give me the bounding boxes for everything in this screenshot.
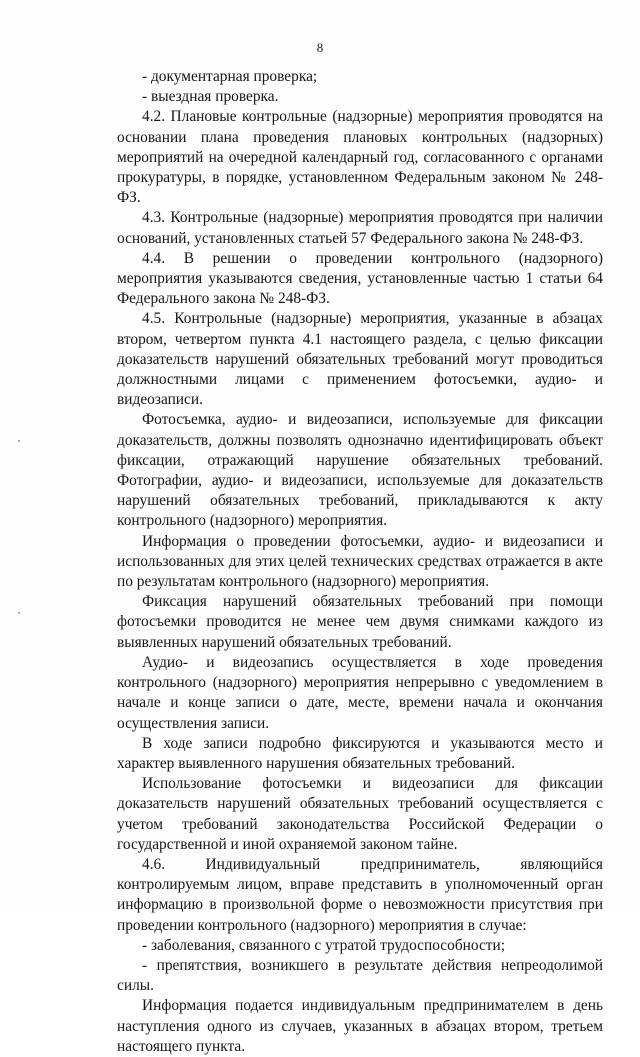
document-body (117, 67, 603, 1057)
paragraph-4-2: 4.2. Плановые контрольные (надзорные) мероприятия проводятся на основании плана проведения плановых контрольных (надзорных) мероприятий на очередной календарный год, согласованного с органами прокуратуры, в порядке, установленном Федеральным законом № 248-ФЗ. (117, 108, 603, 207)
page-number: 8 (316, 40, 324, 55)
paragraph-audio-video: Аудио- и видеозапись осуществляется в ходе проведения контрольного (надзорного) мероприятия непрерывно с уведомлением в начале и конце записи о дате, месте, времени начала и окончания осуществления записи. (117, 653, 603, 732)
list-item-illness: - заболевания, связанного с утратой трудоспособности; (142, 936, 506, 954)
paragraph-4-6: 4.6. Индивидуальный предприниматель, являющийся контролируемым лицом, вправе представить в уполномоченный орган информацию в произвольной форме о невозможности присутствия при проведении контрольного (надзорного) мероприятия в случае: (117, 855, 603, 934)
paragraph-4-4: 4.4. В решении о проведении контрольного (надзорного) мероприятия указываются сведения, установленные частью 1 статьи 64 Федерального закона № 248-ФЗ. (117, 249, 603, 308)
paragraph-4-5: 4.5. Контрольные (надзорные) мероприятия, указанные в абзацах втором, четвертом пункта 4.1 настоящего раздела, с целью фиксации доказательств нарушений обязательных требований могут проводиться должностными лицами с применением фотосъемки, аудио- и видеозаписи. (117, 310, 603, 409)
paragraph-info-submission: Информация подается индивидуальным предпринимателем в день наступления одного из случаев, указанных в абзацах втором, третьем настоящего пункта. (117, 997, 603, 1055)
paragraph-4-3: 4.3. Контрольные (надзорные) мероприятия проводятся при наличии оснований, установленных статьей 57 Федерального закона № 248-ФЗ. (117, 209, 603, 247)
paragraph-photo-fixation: Фиксация нарушений обязательных требований при помощи фотосъемки проводится не менее чем двумя снимками каждого из выявленных нарушений обязательных требований. (117, 593, 603, 651)
paragraph-photo-requirements: Фотосъемка, аудио- и видеозаписи, используемые для фиксации доказательств, должны позволять однозначно идентифицировать объект фиксации, отражающий нарушение обязательных требований. Фотографии, аудио- и видеозаписи, используемые для доказательств нарушений обязательных требований, прикладываются к акту контрольного (надзорного) мероприятия. (117, 411, 603, 530)
margin-mark (18, 440, 20, 442)
paragraph-recording-info: Информация о проведении фотосъемки, аудио- и видеозаписи и использованных для этих целей технических средствах отражается в акте по результатам контрольного (надзорного) мероприятия. (117, 532, 603, 591)
list-item-onsite-check: - выездная проверка. (142, 88, 279, 106)
list-item-documentary-check: - документарная проверка; (142, 68, 318, 85)
paragraph-secrecy: Использование фотосъемки и видеозаписи для фиксации доказательств нарушений обязательных требований осуществляется с учетом требований законодательства Российской Федерации о государственной и иной охраняемой законом тайне. (117, 775, 603, 853)
paragraph-recording-details: В ходе записи подробно фиксируются и указываются место и характер выявленного нарушения обязательных требований. (117, 734, 603, 772)
list-item-force-majeure: - препятствия, возникшего в результате действия непреодолимой силы. (117, 956, 603, 995)
margin-mark (18, 612, 20, 614)
